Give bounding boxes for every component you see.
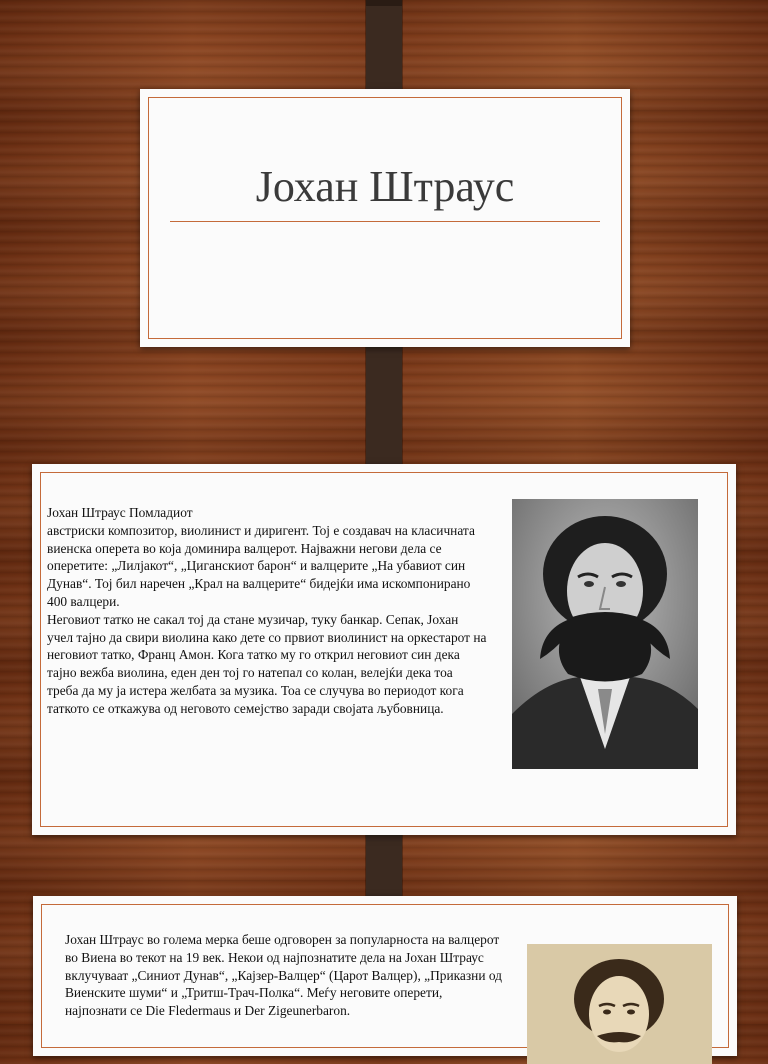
card-border xyxy=(148,97,622,339)
portrait-engraving xyxy=(527,944,712,1064)
bio-heading: Јохан Штраус Помладиот xyxy=(47,505,193,520)
title-slide-card xyxy=(140,89,630,347)
works-slide-card xyxy=(33,896,737,1056)
page-title: Јохан Штраус xyxy=(255,162,515,211)
biography-slide-card xyxy=(32,464,736,835)
title-underline xyxy=(170,221,600,222)
works-paragraph: Јохан Штраус во голема мерка беше одговорен за популарноста на валцерот во Виена во текот на 19 век. Некои од најпознатите дела на Јохан Штраус вклучуваат „Синиот Дунав“, „Кајзер-Валцер“ (Царот Валцер), „Приказни од Виенските шуми“ и „Тритш-Трач-Полка“. Меѓу неговите оперети, најпознати се Die Fledermaus и Der Zigeunerbaron. xyxy=(65,932,502,1019)
bio-paragraph: Неговиот татко не сакал тој да стане музичар, туку банкар. Сепак, Јохан учел тајно да свири виолина како дете со првиот виолинист на оркестарот на неговиот татко, Франц Амон. Кога татко му го открил неговиот син дека тајно вежба виолина, еден ден тој го натепал со колан, велејќи дека тоа треба да му ја истера желбата за музика. Тоа се случува во периодот кога таткото се откажува од неговото семејство заради својата љубовница. xyxy=(47,611,487,716)
portrait-photo xyxy=(512,499,698,769)
bio-paragraph: австриски композитор, виолинист и диригент. Тој е создавач на класичната виенска оперета во која доминира валцерот. Најважни негови дела се оперетите: „Лилјакот“, „Циганскиот барон“ и валцерите „На убавиот син Дунав“. Тој бил наречен „Крал на валцерите“ бидејќи има искомпонирано 400 валцери. xyxy=(47,522,475,609)
ribbon-strap-middle xyxy=(366,330,402,480)
works-text xyxy=(65,931,505,1020)
biography-text xyxy=(47,504,487,718)
